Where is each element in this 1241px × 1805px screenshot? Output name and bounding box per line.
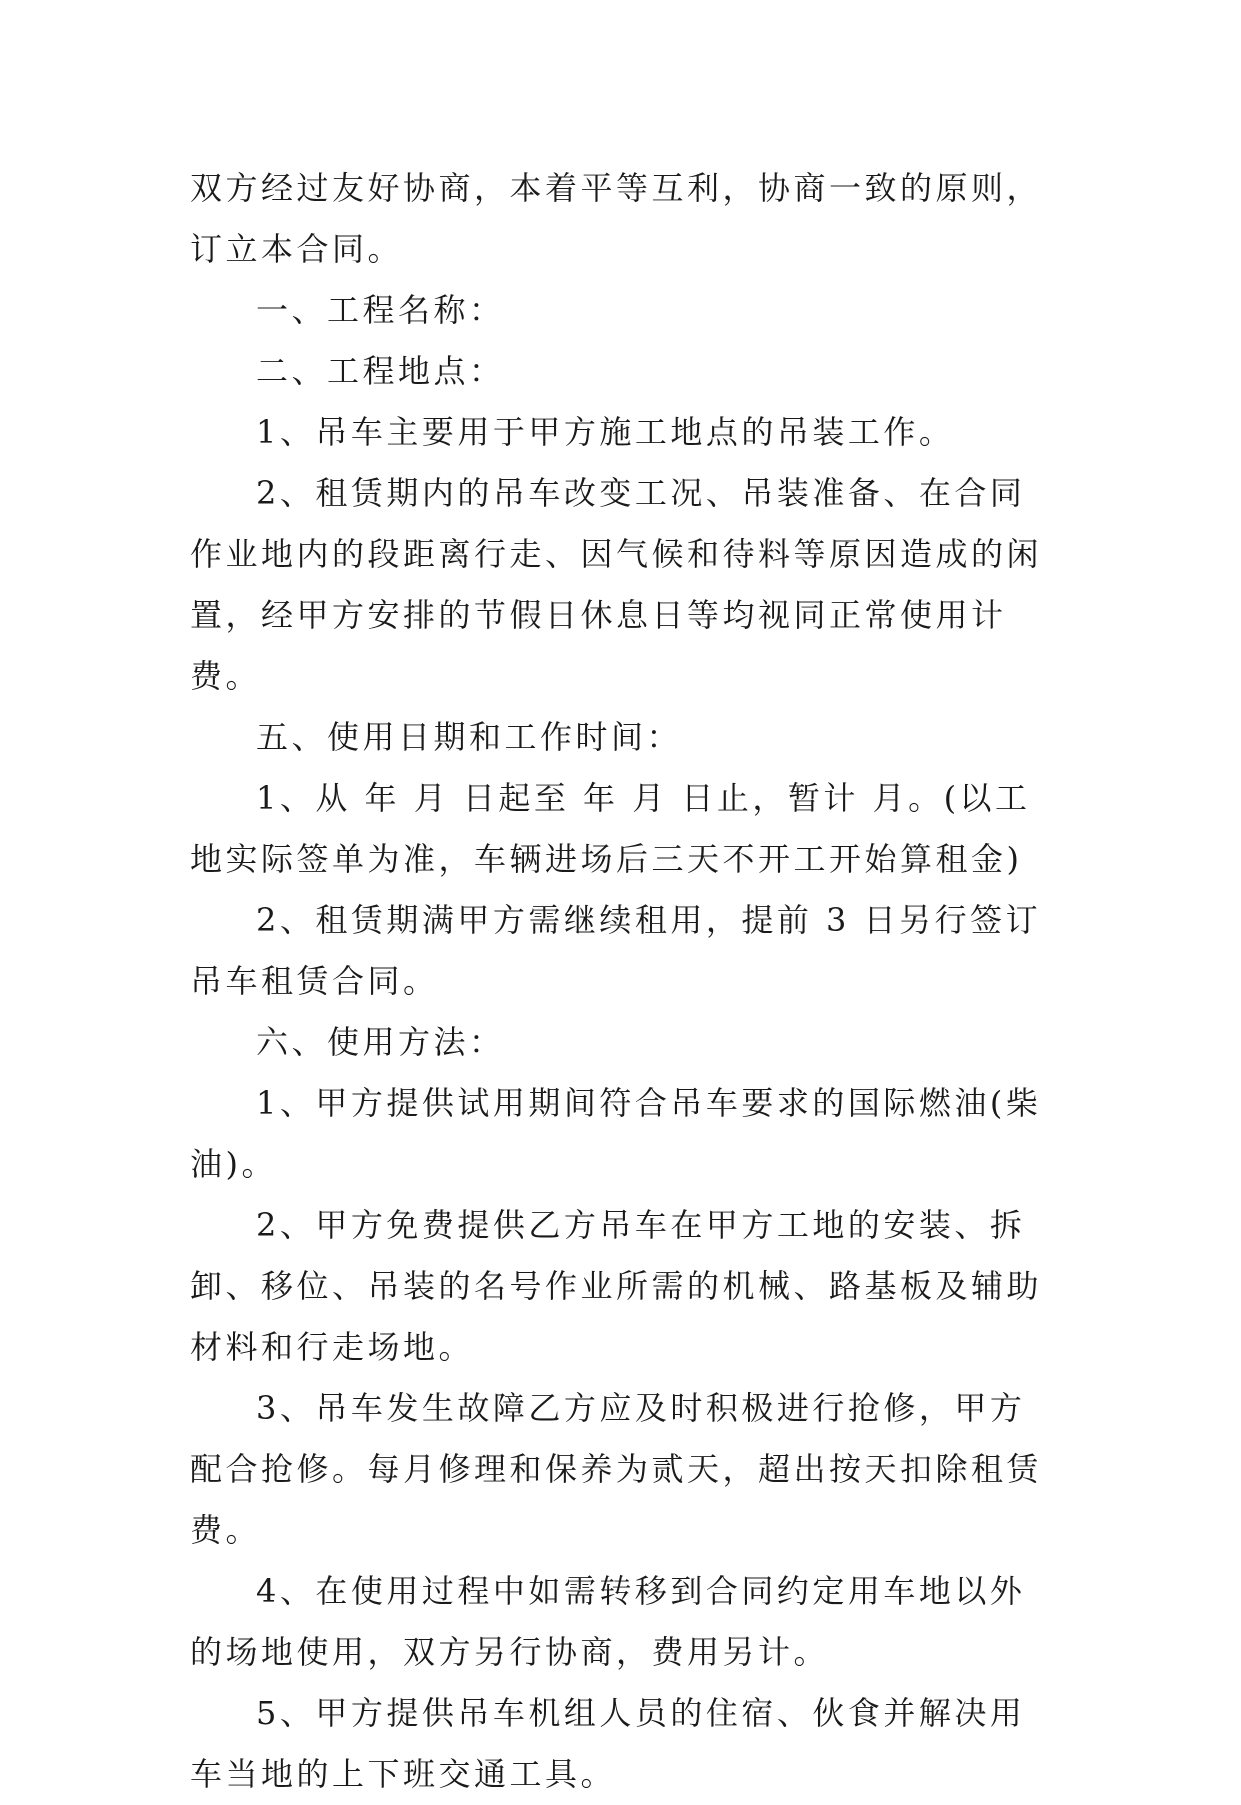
- heading-project-name: 一、工程名称：: [256, 291, 505, 329]
- clause-method-2: 2、甲方免费提供乙方吊车在甲方工地的安装、拆卸、移位、吊装的名号作业所需的机械、路基板及辅助材料和行走场地。: [190, 1206, 1043, 1366]
- clause-dates-1: 1、从 年 月 日起至 年 月 日止，暂计 月。(以工地实际签单为准，车辆进场后三天不开工开始算租金): [190, 779, 1031, 878]
- clause-method-1: 1、甲方提供试用期间符合吊车要求的国际燃油(柴油)。: [190, 1084, 1042, 1183]
- clause-dates-2: 2、租赁期满甲方需继续租用，提前 3 日另行签订吊车租赁合同。: [190, 901, 1042, 1000]
- clause-location-2: 2、租赁期内的吊车改变工况、吊装准备、在合同作业地内的段距离行走、因气候和待料等原因造成的闲置，经甲方安排的节假日休息日等均视同正常使用计费。: [190, 474, 1043, 695]
- clause-method-5: 5、甲方提供吊车机组人员的住宿、伙食并解决用车当地的上下班交通工具。: [190, 1694, 1026, 1793]
- contract-body: [190, 158, 1060, 1805]
- heading-usage-method: 六、使用方法：: [256, 1023, 505, 1061]
- paragraph-intro: 双方经过友好协商，本着平等互利，协商一致的原则，订立本合同。: [190, 169, 1043, 268]
- clause-location-1: 1、吊车主要用于甲方施工地点的吊装工作。: [256, 413, 955, 451]
- clause-method-4: 4、在使用过程中如需转移到合同约定用车地以外的场地使用，双方另行协商，费用另计。: [190, 1572, 1026, 1671]
- clause-method-3: 3、吊车发生故障乙方应及时积极进行抢修，甲方配合抢修。每月修理和保养为贰天，超出按天扣除租赁费。: [190, 1389, 1043, 1549]
- heading-project-location: 二、工程地点：: [256, 352, 505, 390]
- heading-usage-dates: 五、使用日期和工作时间：: [256, 718, 683, 756]
